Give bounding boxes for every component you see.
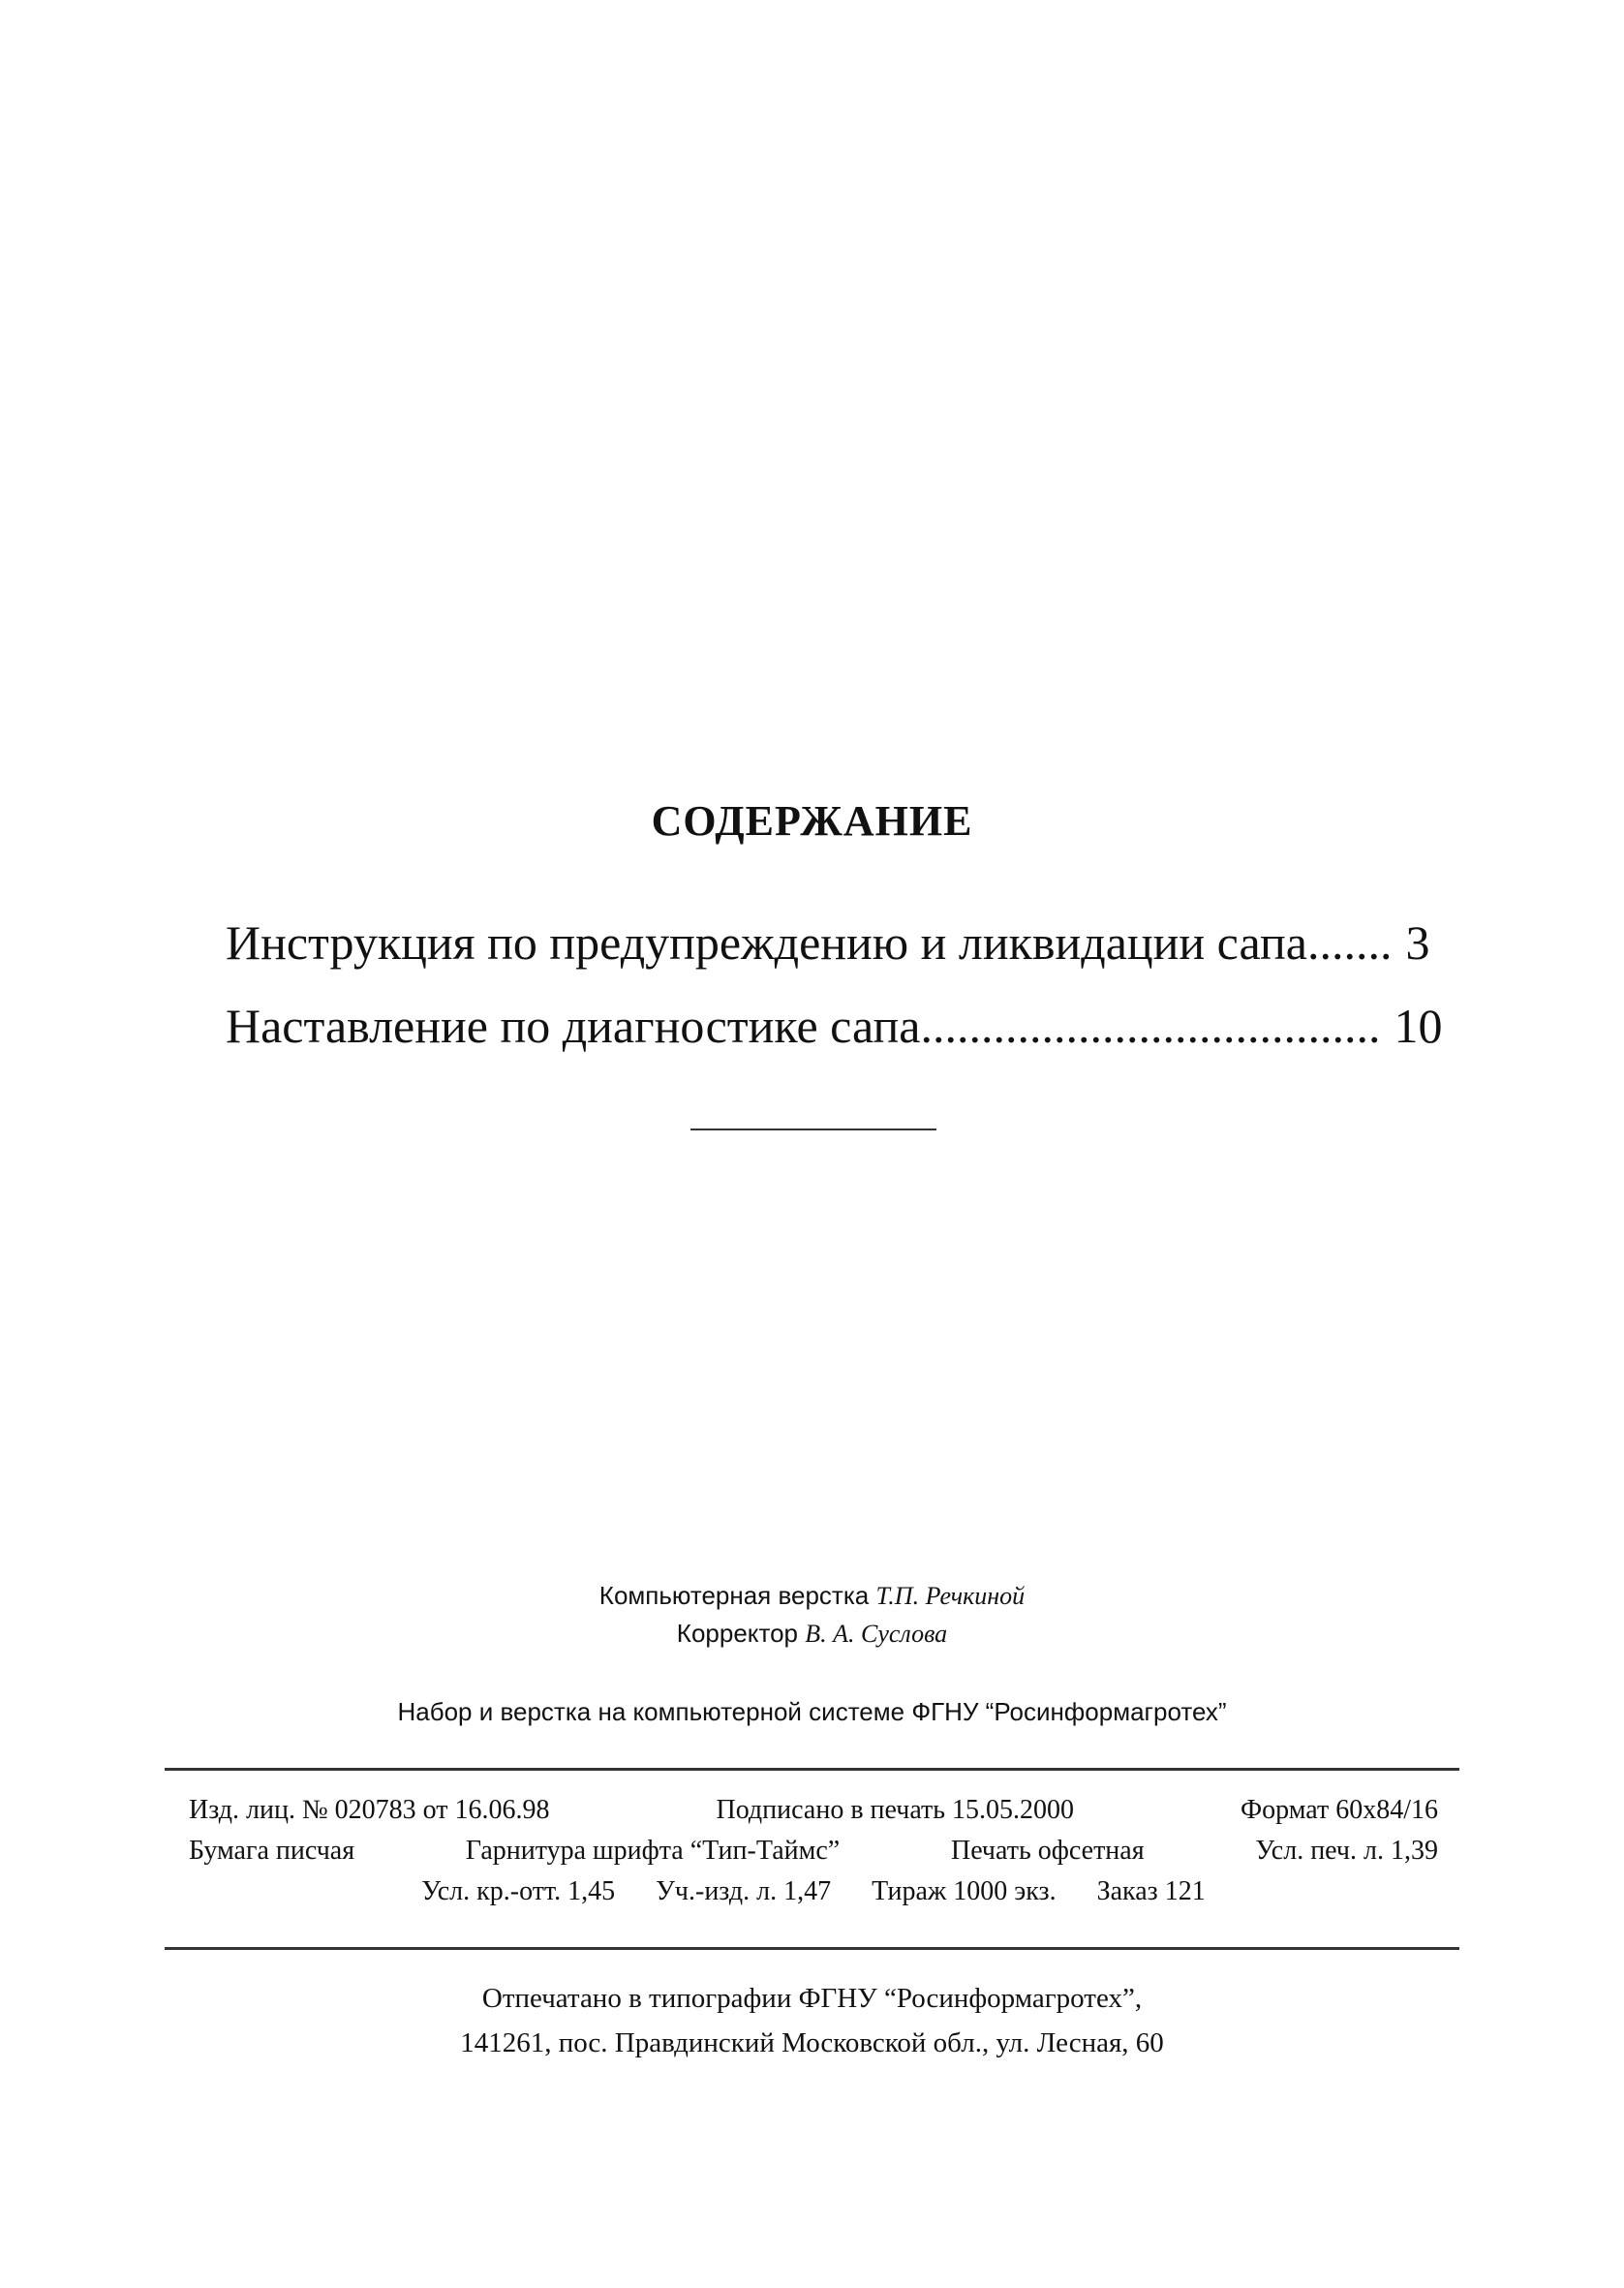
print-run: Тираж 1000 экз. [872, 1876, 1057, 1906]
signed-to-print: Подписано в печать 15.05.2000 [716, 1795, 1075, 1825]
imprint-top-rule [165, 1768, 1459, 1771]
paper-format: Формат 60х84/16 [1241, 1795, 1438, 1825]
layout-credit-name: Т.П. Речкиной [875, 1582, 1026, 1610]
toc-entry-text: Инструкция по предупреждению и ликвидации сапа [226, 915, 1307, 970]
toc-title: СОДЕРЖАНИЕ [651, 797, 973, 845]
imprint-bottom-rule [165, 1947, 1459, 1950]
printer-address: 141261, пос. Правдинский Московской обл., ул. Лесная, 60 [460, 2027, 1164, 2058]
printer-info [0, 1976, 1624, 2065]
layout-credit [0, 1577, 1624, 1615]
order-number: Заказ 121 [1096, 1876, 1206, 1906]
publisher-sheets: Уч.-изд. л. 1,47 [656, 1876, 832, 1906]
layout-credit-label: Компьютерная верстка [598, 1581, 870, 1610]
corrector-credit-name: В. А. Суслова [805, 1620, 948, 1648]
toc-entry[interactable] [226, 901, 1455, 984]
print-method: Печать офсетная [950, 1836, 1145, 1866]
toc-entry-page: 3 [1405, 915, 1430, 970]
imprint-block [189, 1790, 1438, 1912]
typeface: Гарнитура шрифта “Тип-Таймс” [465, 1836, 841, 1866]
section-divider [690, 1129, 936, 1130]
paper-type: Бумага писчая [189, 1836, 355, 1866]
corrector-credit-label: Корректор [676, 1619, 798, 1648]
toc-entry[interactable] [226, 984, 1455, 1067]
toc-entry-leader: ...................................... [920, 999, 1381, 1053]
imprint-row [189, 1790, 1438, 1831]
toc-list [226, 901, 1455, 1067]
toc-entry-text: Наставление по диагностике сапа [226, 999, 921, 1053]
imprint-row [189, 1871, 1438, 1912]
printed-sheets: Усл. печ. л. 1,39 [1255, 1836, 1438, 1866]
credits [0, 1577, 1624, 1653]
license-number: Изд. лиц. № 020783 от 16.06.98 [189, 1795, 550, 1825]
toc-entry-page: 10 [1394, 999, 1443, 1053]
corrector-credit [0, 1615, 1624, 1653]
imprint-row [189, 1831, 1438, 1871]
color-impressions: Усл. кр.-отт. 1,45 [421, 1876, 616, 1906]
typeset-note: Набор и верстка на компьютерной системе ФГНУ “Росинформагротех” [397, 1697, 1227, 1726]
toc-entry-leader: ....... [1306, 915, 1393, 970]
printer-name: Отпечатано в типографии ФГНУ “Росинформагротех”, [481, 1983, 1143, 2014]
